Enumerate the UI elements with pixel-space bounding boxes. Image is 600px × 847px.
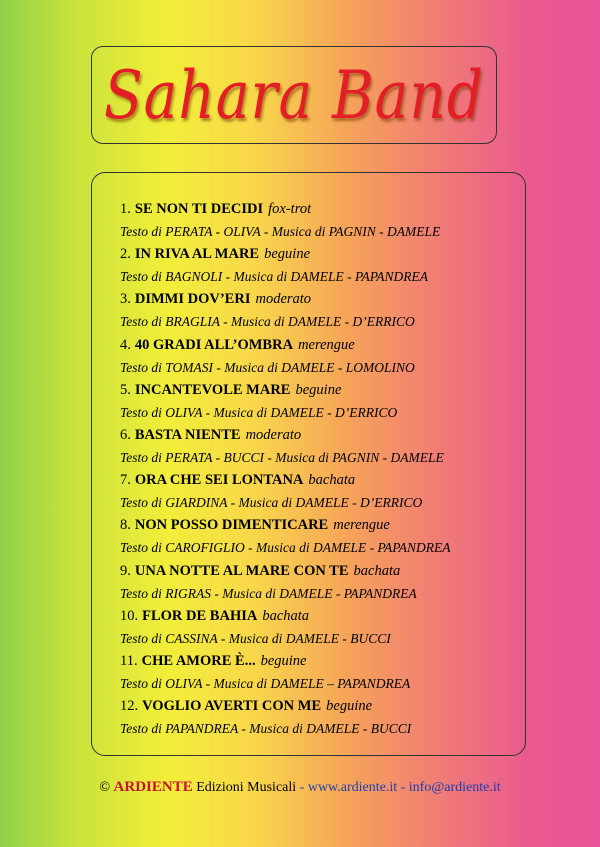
track-title: ORA CHE SEI LONTANA: [134, 472, 304, 489]
track-credits: Testo di BRAGLIA - Musica di DAMELE - D’ERRICO: [120, 314, 415, 330]
track-credits: Testo di CASSINA - Musica di DAMELE - BUCCI: [120, 630, 391, 646]
track-genre: beguine: [264, 246, 311, 263]
track-number: 11.: [120, 652, 138, 669]
track-number: 2.: [120, 246, 131, 263]
footer-separator: -: [400, 780, 406, 795]
track-title: INCANTEVOLE MARE: [134, 381, 291, 398]
track-genre: bachata: [262, 607, 310, 624]
track-number: 3.: [120, 291, 131, 308]
track-12: [120, 695, 520, 740]
track-number: 12.: [120, 698, 139, 715]
footer: [0, 779, 600, 796]
track-10: [120, 605, 520, 650]
track-2: [120, 243, 520, 288]
track-genre: merengue: [298, 336, 355, 353]
track-credits: Testo di PERATA - OLIVA - Musica di PAGNIN - DAMELE: [120, 224, 441, 239]
track-3: [120, 288, 520, 333]
copyright-symbol: ©: [99, 780, 111, 795]
track-5: [120, 379, 520, 424]
track-9: [120, 560, 520, 605]
track-genre: bachata: [308, 472, 356, 489]
track-credits: Testo di CAROFIGLIO - Musica di DAMELE - PAPANDREA: [120, 540, 451, 556]
track-6: [120, 424, 520, 469]
track-genre: merengue: [333, 517, 390, 534]
track-credits: Testo di GIARDINA - Musica di DAMELE - D’ERRICO: [120, 495, 423, 511]
website-link[interactable]: www.ardiente.it: [307, 780, 398, 795]
track-title: UNA NOTTE AL MARE CON TE: [134, 562, 349, 579]
album-title: Sahara Band: [103, 56, 485, 134]
title-box: [91, 46, 497, 144]
track-genre: bachata: [353, 562, 401, 579]
track-number: 10.: [120, 607, 139, 624]
track-title: SE NON TI DECIDI: [134, 201, 264, 217]
track-genre: beguine: [326, 698, 373, 715]
track-genre: beguine: [260, 652, 307, 669]
track-title: CHE AMORE È...: [141, 652, 256, 669]
track-title: DIMMI DOV’ERI: [134, 291, 251, 308]
track-credits: Testo di OLIVA - Musica di DAMELE – PAPANDREA: [120, 675, 411, 691]
track-credits: Testo di TOMASI - Musica di DAMELE - LOMOLINO: [120, 359, 415, 375]
track-genre: moderato: [245, 426, 302, 443]
track-number: 1.: [120, 201, 131, 217]
track-credits: Testo di PERATA - BUCCI - Musica di PAGNIN - DAMELE: [120, 449, 444, 465]
track-number: 7.: [120, 472, 131, 489]
track-title: FLOR DE BAHIA: [142, 607, 258, 624]
track-credits: Testo di RIGRAS - Musica di DAMELE - PAPANDREA: [120, 585, 417, 601]
track-genre: beguine: [295, 381, 342, 398]
track-1: [120, 198, 520, 243]
track-credits: Testo di BAGNOLI - Musica di DAMELE - PAPANDREA: [120, 269, 428, 285]
track-4: [120, 334, 520, 379]
track-title: 40 GRADI ALL’OMBRA: [134, 336, 294, 353]
track-title: IN RIVA AL MARE: [134, 246, 260, 263]
track-title: NON POSSO DIMENTICARE: [134, 517, 329, 534]
track-credits: Testo di PAPANDREA - Musica di DAMELE - BUCCI: [120, 721, 412, 737]
tracklist-box: [91, 172, 526, 756]
track-title: BASTA NIENTE: [134, 426, 241, 443]
track-number: 6.: [120, 426, 131, 443]
track-genre: fox-trot: [268, 201, 312, 217]
brand-name: ARDIENTE: [113, 779, 193, 795]
footer-separator: -: [299, 780, 305, 795]
tracklist: [120, 198, 520, 740]
track-7: [120, 469, 520, 514]
track-title: VOGLIO AVERTI CON ME: [142, 698, 322, 715]
track-11: [120, 650, 520, 695]
track-number: 5.: [120, 381, 131, 398]
publisher-name: Edizioni Musicali: [196, 780, 297, 795]
track-number: 4.: [120, 336, 131, 353]
track-genre: moderato: [255, 291, 312, 308]
track-number: 9.: [120, 562, 131, 579]
track-number: 8.: [120, 517, 131, 534]
email-link[interactable]: info@ardiente.it: [408, 780, 501, 795]
track-credits: Testo di OLIVA - Musica di DAMELE - D’ERRICO: [120, 404, 398, 420]
track-8: [120, 514, 520, 559]
